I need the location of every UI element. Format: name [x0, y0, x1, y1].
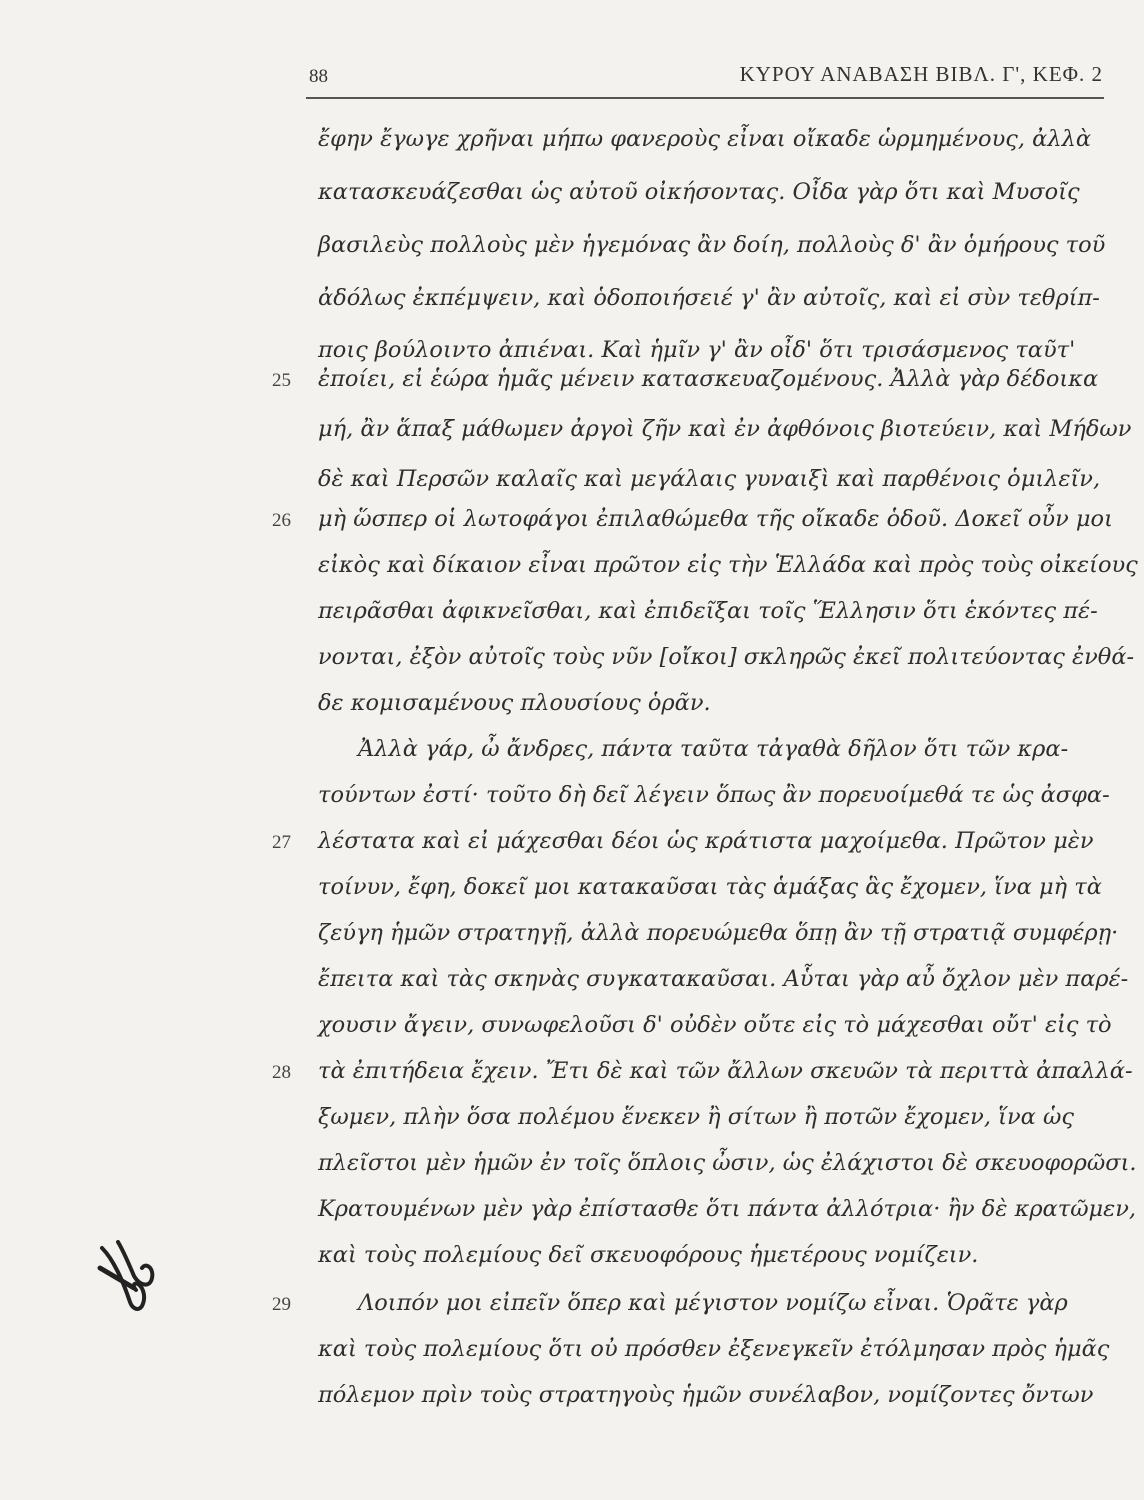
text-line: ἔπειτα καὶ τὰς σκηνὰς συγκατακαῦσαι. Αὗται γὰρ αὖ ὄχλον μὲν παρέ- [318, 966, 1129, 992]
text-line: ποις βούλοιντο ἀπιέναι. Καὶ ἡμῖν γ' ἂν οἶδ' ὅτι τρισάσμενος ταῦτ' [318, 337, 1076, 363]
text-line: δὲ καὶ Περσῶν καλαῖς καὶ μεγάλαις γυναιξὶ καὶ παρθένοις ὁμιλεῖν, [318, 466, 1101, 492]
text-line: ἀδόλως ἐκπέμψειν, καὶ ὁδοποιήσειέ γ' ἂν αὐτοῖς, καὶ εἰ σὺν τεθρίπ- [318, 285, 1100, 311]
text-line: Λοιπόν μοι εἰπεῖν ὅπερ καὶ μέγιστον νομίζω εἶναι. Ὁρᾶτε γὰρ [358, 1290, 1068, 1316]
text-line: δε κομισαμένους πλουσίους ὁρᾶν. [318, 690, 711, 716]
text-line: Κρατουμένων μὲν γὰρ ἐπίστασθε ὅτι πάντα ἀλλότρια· ἢν δὲ κρατῶμεν, [318, 1196, 1137, 1222]
text-line: ἐποίει, εἰ ἑώρα ἡμᾶς μένειν κατασκευαζομένους. Ἀλλὰ γὰρ δέδοικα [318, 366, 1099, 392]
section-number: 29 [272, 1294, 291, 1315]
text-line: καὶ τοὺς πολεμίους ὅτι οὐ πρόσθεν ἐξενεγκεῖν ἐτόλμησαν πρὸς ἡμᾶς [318, 1336, 1110, 1362]
section-number: 25 [272, 370, 291, 391]
text-line: κατασκευάζεσθαι ὡς αὐτοῦ οἰκήσοντας. Οἶδα γὰρ ὅτι καὶ Μυσοῖς [318, 179, 1080, 205]
text-line: τὰ ἐπιτήδεια ἔχειν. Ἔτι δὲ καὶ τῶν ἄλλων σκευῶν τὰ περιττὰ ἀπαλλά- [318, 1058, 1133, 1084]
text-line: ζεύγη ἡμῶν στρατηγῇ, ἀλλὰ πορευώμεθα ὅπῃ ἂν τῇ στρατιᾷ συμφέρῃ· [318, 920, 1119, 946]
text-line: εἰκὸς καὶ δίκαιον εἶναι πρῶτον εἰς τὴν Ἑλλάδα καὶ πρὸς τοὺς οἰκείους [318, 552, 1138, 578]
text-line: πειρᾶσθαι ἀφικνεῖσθαι, καὶ ἐπιδεῖξαι τοῖς Ἕλλησιν ὅτι ἑκόντες πέ- [318, 598, 1098, 624]
text-line: χουσιν ἄγειν, συνωφελοῦσι δ' οὐδὲν οὔτε εἰς τὸ μάχεσθαι οὔτ' εἰς τὸ [318, 1012, 1112, 1038]
text-line: καὶ τοὺς πολεμίους δεῖ σκευοφόρους ἡμετέρους νομίζειν. [318, 1242, 979, 1268]
section-number: 26 [272, 510, 291, 531]
text-line: τοίνυν, ἔφη, δοκεῖ μοι κατακαῦσαι τὰς ἁμάξας ἃς ἔχομεν, ἵνα μὴ τὰ [318, 874, 1102, 900]
text-line: τούντων ἐστί· τοῦτο δὴ δεῖ λέγειν ὅπως ἂν πορευοίμεθά τε ὡς ἀσφα- [318, 782, 1110, 808]
page-number: 88 [309, 66, 328, 87]
handwritten-mark [94, 1228, 164, 1324]
section-number: 27 [272, 832, 291, 853]
text-line: βασιλεὺς πολλοὺς μὲν ἡγεμόνας ἂν δοίη, πολλοὺς δ' ἂν ὁμήρους τοῦ [318, 232, 1106, 258]
section-number: 28 [272, 1062, 291, 1083]
text-line: πόλεμον πρὶν τοὺς στρατηγοὺς ἡμῶν συνέλαβον, νομίζοντες ὄντων [318, 1382, 1094, 1408]
text-line: μὴ ὥσπερ οἱ λωτοφάγοι ἐπιλαθώμεθα τῆς οἴκαδε ὁδοῦ. Δοκεῖ οὖν μοι [318, 506, 1113, 532]
text-line: λέστατα καὶ εἰ μάχεσθαι δέοι ὡς κράτιστα μαχοίμεθα. Πρῶτον μὲν [318, 828, 1094, 854]
text-line: νονται, ἐξὸν αὐτοῖς τοὺς νῦν [οἴκοι] σκληρῶς ἐκεῖ πολιτεύοντας ἐνθά- [318, 644, 1135, 670]
text-line: ἔφην ἔγωγε χρῆναι μήπω φανεροὺς εἶναι οἴκαδε ὡρμημένους, ἀλλὰ [318, 126, 1092, 152]
running-head: ΚΥΡΟΥ ΑΝΑΒΑΣΗ ΒΙΒΛ. Γ', ΚΕΦ. 2 [739, 62, 1103, 86]
text-line: ξωμεν, πλὴν ὅσα πολέμου ἕνεκεν ἢ σίτων ἢ ποτῶν ἔχομεν, ἵνα ὡς [318, 1104, 1074, 1130]
text-line: Ἀλλὰ γάρ, ὦ ἄνδρες, πάντα ταῦτα τἀγαθὰ δῆλον ὅτι τῶν κρα- [358, 736, 1069, 762]
text-line: μή, ἂν ἅπαξ μάθωμεν ἀργοὶ ζῆν καὶ ἐν ἀφθόνοις βιοτεύειν, καὶ Μήδων [318, 416, 1132, 442]
text-line: πλεῖστοι μὲν ἡμῶν ἐν τοῖς ὅπλοις ὦσιν, ὡς ἐλάχιστοι δὲ σκευοφορῶσι. [318, 1150, 1137, 1176]
